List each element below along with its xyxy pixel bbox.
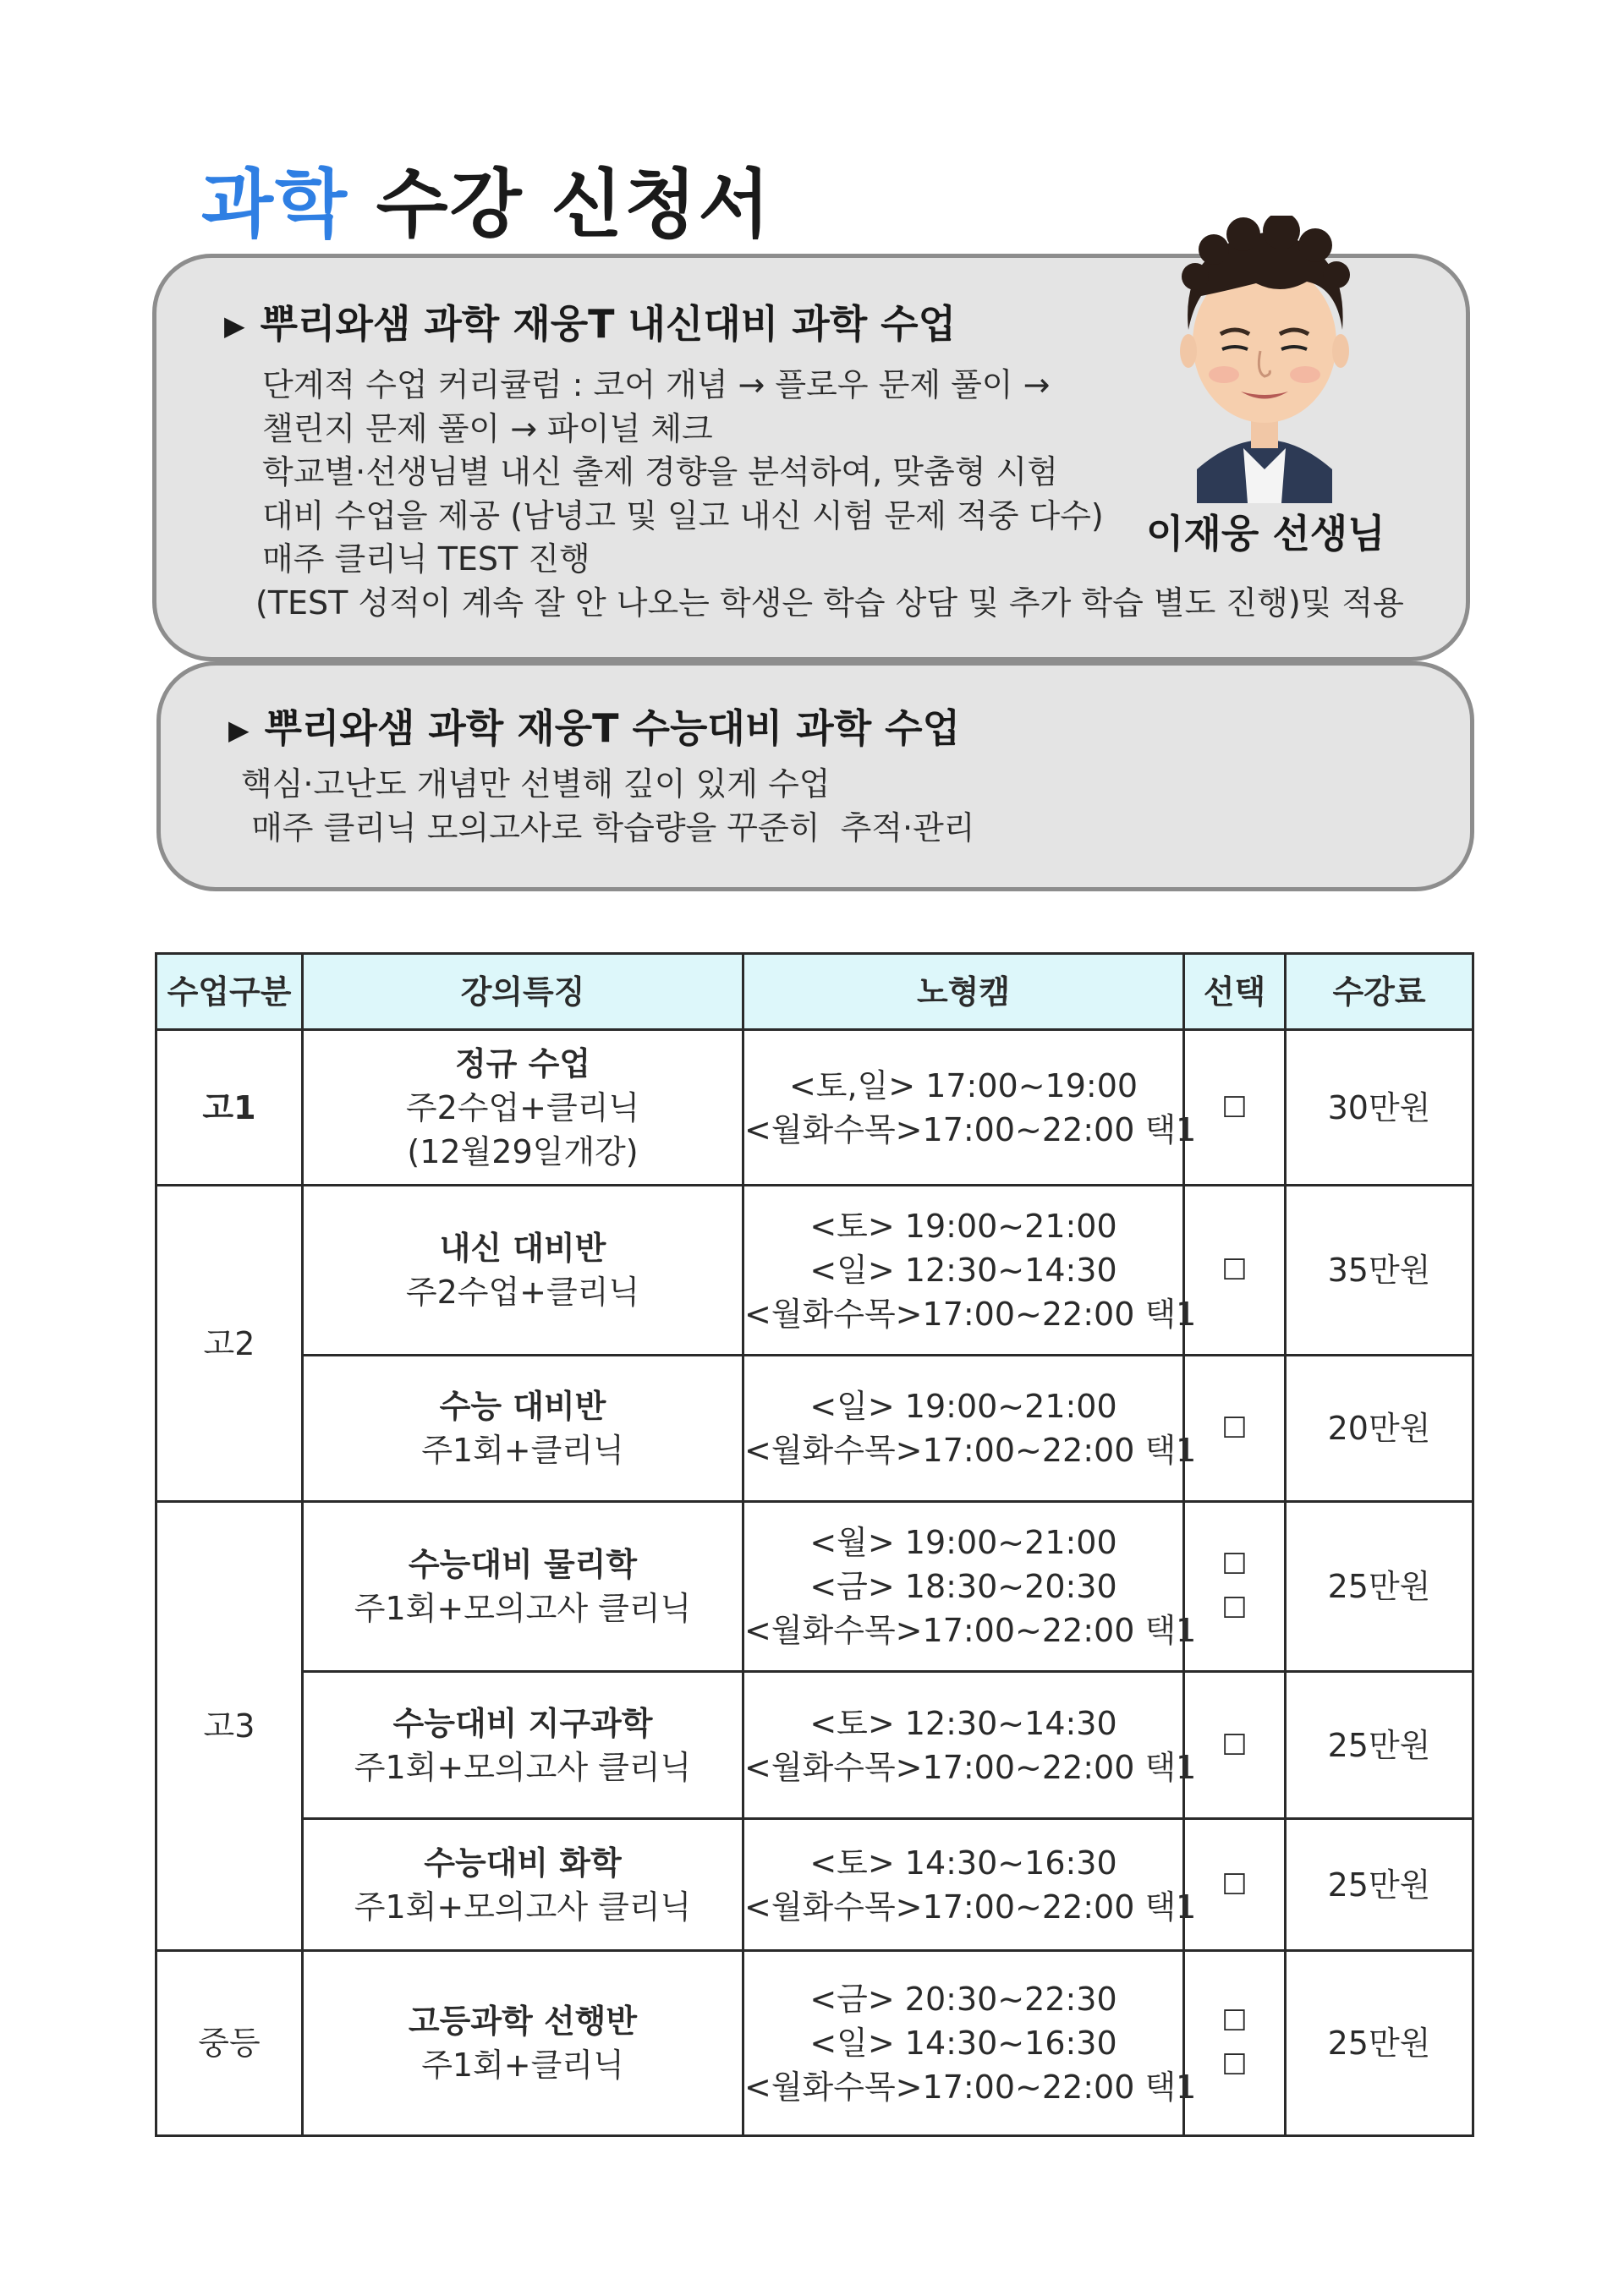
fee-cell: 30만원 [1286, 1030, 1473, 1186]
schedule-line: <월화수목>17:00~22:00 택1 [744, 1296, 1197, 1333]
schedule-line: <월화수목>17:00~22:00 택1 [744, 1748, 1197, 1786]
title-rest: 수강 신청서 [348, 161, 772, 248]
select-cell [1184, 1186, 1286, 1356]
course-table [155, 952, 1474, 2137]
schedule-line: <월화수목>17:00~22:00 택1 [744, 1110, 1197, 1148]
description-line: 매주 클리닉 모의고사로 학습량을 꾸준히 추적·관리 [241, 808, 975, 847]
schedule-line: <월화수목>17:00~22:00 택1 [744, 2069, 1197, 2106]
feature-cell [303, 1186, 743, 1356]
suneung-class-heading: ▶ 뿌리와샘 과학 재웅T 수능대비 과학 수업 [228, 705, 961, 751]
feature-cell [303, 1672, 743, 1819]
schedule-cell [743, 1672, 1197, 1819]
select-checkbox[interactable]: ☐ [1221, 2048, 1248, 2082]
course-detail: 주2수업+클리닉 [405, 1274, 640, 1311]
schedule-line: <월> 19:00~21:00 [809, 1524, 1117, 1561]
column-header: 선택 [1184, 954, 1286, 1030]
select-checkbox[interactable]: ☐ [1221, 2004, 1248, 2038]
triangle-bullet-icon: ▶ [224, 310, 245, 342]
select-cell [1184, 1672, 1286, 1819]
schedule-line: <일> 12:30~14:30 [809, 1252, 1117, 1289]
page-title [201, 145, 771, 252]
select-checkbox[interactable]: ☐ [1221, 1867, 1248, 1902]
schedule-line: <토> 12:30~14:30 [809, 1704, 1117, 1742]
select-checkbox[interactable]: ☐ [1221, 1253, 1248, 1287]
schedule-line: <일> 19:00~21:00 [809, 1388, 1117, 1425]
feature-cell [303, 1502, 743, 1672]
suneung-class-box [156, 661, 1474, 891]
select-cell [1184, 1819, 1286, 1951]
triangle-bullet-icon: ▶ [228, 714, 250, 746]
column-header: 강의특징 [303, 954, 743, 1030]
column-header: 노형캠 [743, 954, 1184, 1030]
schedule-line: <일> 14:30~16:30 [809, 2025, 1117, 2062]
course-name: 수능 대비반 [439, 1388, 606, 1425]
table-row [156, 1951, 1473, 2136]
schedule-line: <월화수목>17:00~22:00 택1 [744, 1432, 1197, 1469]
table-header-row [156, 954, 1473, 1030]
select-checkbox[interactable]: ☐ [1221, 1548, 1248, 1581]
schedule-cell [743, 1030, 1197, 1186]
column-header: 수강료 [1286, 954, 1473, 1030]
feature-cell [303, 1030, 743, 1186]
schedule-cell [743, 1356, 1197, 1502]
schedule-line: <금> 18:30~20:30 [809, 1568, 1117, 1605]
description-line: 매주 클리닉 TEST 진행 [262, 540, 590, 578]
fee-cell: 25만원 [1286, 1951, 1473, 2136]
suneung-class-description [241, 763, 975, 850]
table-row [156, 1186, 1473, 1356]
course-name: 수능대비 지구과학 [392, 1704, 653, 1742]
select-cell [1184, 1502, 1286, 1672]
description-line: 학교별·선생님별 내신 출제 경향을 분석하여, 맞춤형 시험 [262, 453, 1058, 490]
grade-cell: 고2 [156, 1186, 303, 1502]
course-detail: 주1회+클리닉 [421, 1432, 624, 1469]
select-cell [1184, 1356, 1286, 1502]
course-detail: 주1회+모의고사 클리닉 [354, 1888, 692, 1926]
course-detail: 주1회+클리닉 [421, 2047, 624, 2084]
grade-cell: 중등 [156, 1951, 303, 2136]
course-name: 정규 수업 [454, 1044, 591, 1082]
table-row [156, 1819, 1473, 1951]
table-row [156, 1356, 1473, 1502]
title-accent: 과학 [201, 161, 349, 248]
table-row [156, 1672, 1473, 1819]
schedule-line: <월화수목>17:00~22:00 택1 [744, 1888, 1197, 1926]
fee-cell: 25만원 [1286, 1819, 1473, 1951]
course-detail: 주1회+모의고사 클리닉 [354, 1748, 692, 1786]
description-line: 챌린지 문제 풀이 → 파이널 체크 [262, 409, 713, 447]
course-name: 수능대비 물리학 [408, 1546, 638, 1583]
teacher-name: 이재웅 선생님 [1146, 511, 1385, 556]
schedule-cell [743, 1186, 1197, 1356]
select-checkbox[interactable]: ☐ [1221, 1090, 1248, 1125]
schedule-cell [743, 1502, 1197, 1672]
select-checkbox[interactable]: ☐ [1221, 1592, 1248, 1625]
course-name: 수능대비 화학 [424, 1844, 622, 1882]
select-checkbox[interactable]: ☐ [1221, 1411, 1248, 1445]
schedule-line: <토,일> 17:00~19:00 [788, 1066, 1138, 1104]
fee-cell: 20만원 [1286, 1356, 1473, 1502]
select-cell [1184, 1030, 1286, 1186]
fee-cell: 35만원 [1286, 1186, 1473, 1356]
feature-cell [303, 1951, 743, 2136]
course-detail: 주1회+모의고사 클리닉 [354, 1590, 692, 1627]
schedule-cell [743, 1819, 1197, 1951]
description-line: (TEST 성적이 계속 잘 안 나오는 학생은 학습 상담 및 추가 학습 별도 진행)및 적용 [255, 584, 1404, 622]
table-row [156, 1502, 1473, 1672]
schedule-line: <월화수목>17:00~22:00 택1 [744, 1612, 1197, 1649]
course-name: 내신 대비반 [439, 1230, 606, 1267]
select-cell [1184, 1951, 1286, 2136]
naesin-class-heading: ▶ 뿌리와샘 과학 재웅T 내신대비 과학 수업 [224, 301, 957, 347]
course-name: 고등과학 선행반 [408, 2003, 638, 2040]
schedule-line: <토> 19:00~21:00 [809, 1208, 1117, 1245]
course-detail: (12월29일개강) [407, 1132, 639, 1170]
grade-cell: 고1 [156, 1030, 303, 1186]
select-checkbox[interactable]: ☐ [1221, 1728, 1248, 1762]
course-detail: 주2수업+클리닉 [405, 1088, 640, 1126]
table-row [156, 1030, 1473, 1186]
feature-cell [303, 1819, 743, 1951]
schedule-cell [743, 1951, 1197, 2136]
fee-cell: 25만원 [1286, 1672, 1473, 1819]
fee-cell: 25만원 [1286, 1502, 1473, 1672]
description-line: 핵심·고난도 개념만 선별해 깊이 있게 수업 [241, 765, 831, 803]
grade-cell: 고3 [156, 1502, 303, 1951]
schedule-line: <토> 14:30~16:30 [809, 1844, 1117, 1882]
teacher-caricature-icon [1163, 216, 1366, 503]
feature-cell [303, 1356, 743, 1502]
description-line: 대비 수업을 제공 (남녕고 및 일고 내신 시험 문제 적중 다수) [262, 496, 1104, 534]
description-line: 단계적 수업 커리큘럼 : 코어 개념 → 플로우 문제 풀이 → [262, 366, 1051, 403]
column-header: 수업구분 [156, 954, 303, 1030]
schedule-line: <금> 20:30~22:30 [809, 1981, 1117, 2018]
